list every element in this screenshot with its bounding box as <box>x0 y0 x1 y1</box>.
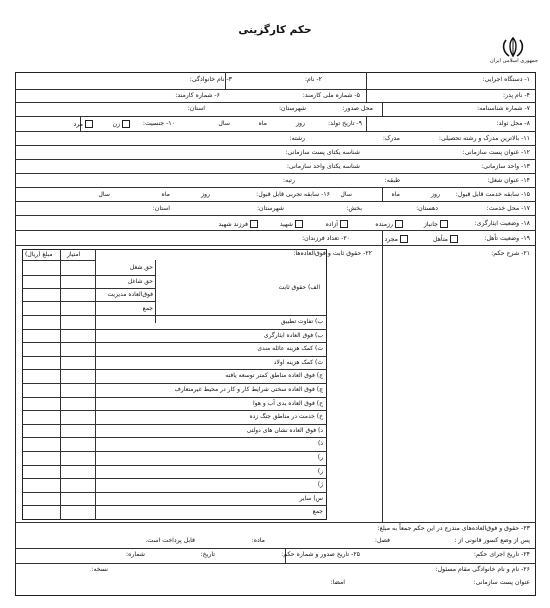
allowance-row-label: س) سایر <box>299 494 323 502</box>
birth-month-label: ماه <box>258 120 267 127</box>
allowance-row-label: ت) کمک هزینه عائله مندی <box>257 345 323 353</box>
allowance-row-label: ب) تفاوت تطبیق <box>280 318 323 325</box>
checkbox-icon[interactable] <box>295 220 303 228</box>
gender-male-option[interactable] <box>74 120 95 129</box>
fixed-salary-label: الف) حقوق ثابت <box>278 284 320 291</box>
veteran-opt-3[interactable] <box>326 220 350 229</box>
male-checkbox[interactable] <box>85 120 93 128</box>
allowance-row-label: ر) <box>317 454 323 461</box>
female-checkbox[interactable] <box>122 120 130 128</box>
field-national-id: ۵- شماره ملی کارمند: <box>302 92 360 99</box>
field-rank: رتبه: <box>283 177 295 184</box>
birth-day-label: روز <box>296 120 305 127</box>
field-post-title: ۱۲- عنوان پست سازمانی: <box>462 149 530 156</box>
date-label: تاریخ: <box>200 551 215 558</box>
allowance-row-label: ز) <box>317 467 323 475</box>
section-label: فصل: <box>374 537 390 544</box>
allowance-row-label: ح) فوق العاده بدی آب و هوا <box>253 399 323 407</box>
field-birthdate: ۹- تاریخ تولد: <box>328 120 362 127</box>
field-name: ۲- نام: <box>304 76 322 83</box>
official-post-label: عنوان پست سازمانی: <box>473 579 530 586</box>
allowance-row-label: جمع <box>312 508 323 516</box>
field-father: ۴- نام پدر: <box>503 92 530 99</box>
checkbox-icon[interactable] <box>250 220 258 228</box>
field-children: ۲۰- تعداد فرزندان: <box>302 235 350 242</box>
execution-date-label: ۲۴- تاریخ اجرای حکم: <box>473 551 530 558</box>
page-title: حکم کارگزینی <box>238 24 312 36</box>
allowance-row-label: خ) خدمت در مناطق جنگ زده <box>249 413 323 421</box>
marital-single-option[interactable] <box>385 235 410 244</box>
field-unit: ۱۳- واحد سازمانی: <box>481 163 530 170</box>
veteran-opt-2[interactable] <box>375 220 405 229</box>
field-job-title: ۱۴- عنوان شغل: <box>487 177 530 184</box>
veteran-opt-1[interactable] <box>424 220 450 229</box>
allowance-row-label: ث) کمک هزینه اولاد <box>273 358 323 366</box>
field-id-number: ۷- شماره شناسنامه: <box>477 105 530 112</box>
field-family: ۳- نام خانوادگی: <box>189 76 232 83</box>
service-month-label: ماه <box>391 191 400 198</box>
marital-married-option[interactable] <box>433 235 460 244</box>
field-post-id: شناسه یکتای پست سازمانی: <box>285 149 360 156</box>
option-label: شهید <box>279 221 293 228</box>
payable-label: قابل پرداخت است. <box>145 537 195 544</box>
option-label: جانباز <box>423 221 438 228</box>
fixed-item: حق شغل <box>129 264 153 271</box>
field-class: طبقه: <box>384 177 400 184</box>
fixed-item: جمع <box>142 305 153 312</box>
field-birthplace: ۸- محل تولد: <box>496 120 530 127</box>
exp-month-label: ماه <box>161 191 170 198</box>
option-label: مجرد <box>384 236 398 243</box>
field-marital: ۱۹- وضعیت تأهل: <box>484 235 530 242</box>
signature-label: امضا: <box>330 579 345 586</box>
field-district: بخش: <box>346 205 362 212</box>
emblem-caption: جمهوری اسلامی ایران <box>490 58 539 64</box>
field-decree-desc: ۲۱- شرح حکم: <box>491 250 530 257</box>
field-issue-place: محل صدور: <box>342 105 373 112</box>
col-score-header: امتیاز <box>67 251 81 258</box>
allowance-row-label: چ) فوق العاده سختی شرایط کار و کار در محیط غیرمتعارف <box>174 386 323 393</box>
official-name-label: ۲۶- نام و نام خانوادگی مقام مسئول: <box>435 566 530 573</box>
fixed-item: فوق‌العاده مدیریت <box>107 291 153 298</box>
field-province: استان: <box>152 205 170 212</box>
field-salary-heading: ۲۲- حقوق ثابت و فوق‌العاده‌ها: <box>293 250 372 257</box>
birth-year-label: سال <box>218 120 230 127</box>
field-agency: ۱- دستگاه اجرایی: <box>482 76 530 83</box>
female-label: زن <box>112 121 120 128</box>
field-work-place: ۱۷- محل خدمت: <box>486 205 530 212</box>
allowance-row-label: ب) فوق العاده ایثارگری <box>263 331 323 339</box>
total-amount-label: ۲۳- حقوق و فوق‌العاده‌های مندرج در این حکم جمعاً به مبلغ: <box>377 525 530 532</box>
veteran-opt-5[interactable] <box>219 220 260 229</box>
allowance-row-label: ج) فوق العاده مناطق کمتر توسعه یافته <box>225 372 323 380</box>
exp-year-label: سال <box>98 191 110 198</box>
field-village: دهستان: <box>416 205 438 212</box>
checkbox-icon[interactable] <box>450 235 458 243</box>
field-experience: ۱۶- سابقه تجربی قابل قبول: <box>256 191 330 198</box>
copy-label: نسخه: <box>91 566 108 573</box>
field-veteran-status: ۱۸- وضعیت ایثارگری: <box>474 220 530 227</box>
checkbox-icon[interactable] <box>340 220 348 228</box>
issue-date-number-label: ۲۵- تاریخ صدور و شماره حکم: <box>281 551 360 558</box>
allowance-row-label: ذ) <box>317 440 323 448</box>
option-label: متأهل <box>432 236 448 243</box>
field-major: رشته: <box>289 135 305 142</box>
veteran-opt-4[interactable] <box>280 220 305 229</box>
male-label: مرد <box>73 121 83 128</box>
option-label: آزاده <box>325 221 338 228</box>
field-employee-no: ۶- شماره کارمند: <box>175 92 220 99</box>
checkbox-icon[interactable] <box>440 220 448 228</box>
service-year-label: سال <box>340 191 352 198</box>
field-unit-id: شناسه یکتای واحد سازمانی: <box>286 163 360 170</box>
allowance-row-label: د) فوق العاده نشان های دولتی <box>246 426 323 434</box>
option-label: فرزند شهید <box>218 221 248 228</box>
field-issue-city: شهرستان: <box>278 105 306 112</box>
field-gender: ۱۰- جنسیت: <box>142 120 175 127</box>
number-label: شماره: <box>126 551 145 558</box>
option-label: رزمنده <box>375 221 393 228</box>
service-day-label: روز <box>431 191 440 198</box>
legal-deduction-label: پس از وضع کسور قانونی از : <box>454 537 530 544</box>
checkbox-icon[interactable] <box>400 235 408 243</box>
field-service: ۱۵- سابقه خدمت قابل قبول: <box>455 191 530 198</box>
allowance-row-label: ژ) <box>317 481 323 489</box>
col-amount-header: مبلغ (ریال) <box>25 251 53 258</box>
field-degree: مدرک: <box>382 135 400 142</box>
gender-female-option[interactable] <box>112 120 132 129</box>
field-issue-province: استان: <box>187 105 205 112</box>
field-education: ۱۱- بالاترین مدرک و رشته تحصیلی: <box>438 135 530 142</box>
exp-day-label: روز <box>201 191 210 198</box>
iran-emblem-icon <box>498 36 528 58</box>
article-label: ماده: <box>251 537 265 544</box>
checkbox-icon[interactable] <box>395 220 403 228</box>
fixed-item: حق شاغل <box>127 278 153 285</box>
field-city: شهرستان: <box>256 205 284 212</box>
